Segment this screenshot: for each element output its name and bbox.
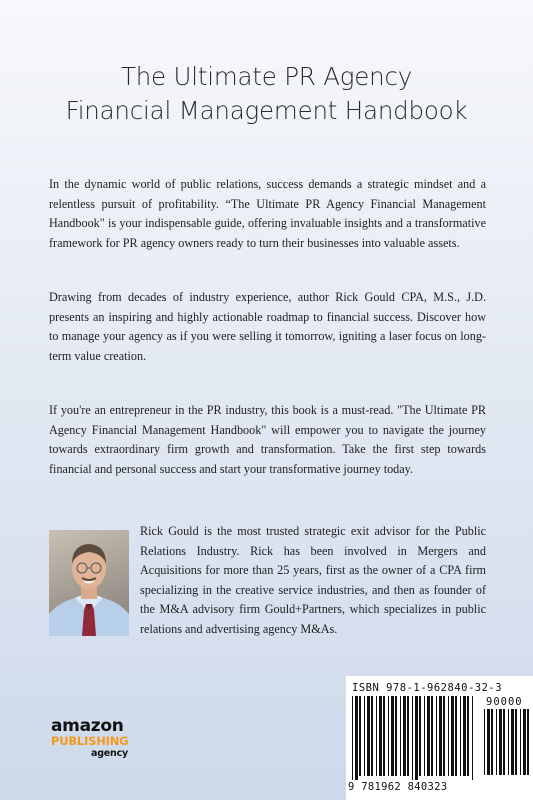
description-paragraph-1: In the dynamic world of public relations, success demands a strategic mindset and a relentless pursuit of profitability. “The Ultimate PR Agency Financial Management Handbook" is your indispensable guide, offering invaluable insights and a transformative framework for PR agency owners ready to turn their businesses into valuable assets. xyxy=(49,177,486,250)
publisher-logo-agency: agency xyxy=(91,748,129,759)
isbn-label: ISBN 978-1-962840-32-3 xyxy=(352,682,503,694)
publisher-logo xyxy=(51,718,161,759)
author-portrait-icon xyxy=(49,530,129,636)
book-title xyxy=(0,60,533,128)
book-title-line-2: Financial Management Handbook xyxy=(65,96,468,125)
description-paragraph-3: If you're an entrepreneur in the PR industry, this book is a must-read. "The Ultimate PR Agency Financial Management Handbook" will empower you to navigate the journey towards extraordinary firm growth and transformation. Take the first step towards financial and personal success and start your transformative journey today. xyxy=(49,403,486,476)
barcode-box xyxy=(346,676,533,800)
author-photo xyxy=(49,530,129,636)
author-bio: Rick Gould is the most trusted strategic exit advisor for the Public Relations Industry. Rick has been involved in Mergers and Acquisitions for more than 25 years, first as the owner of a CPA firm specializing in the creative service industries, and then as founder of the M&A advisory firm Gould+Partners, which specializes in public relations and advertising agency M&As. xyxy=(140,524,486,636)
publisher-logo-publishing: PUBLISHING xyxy=(51,734,129,748)
publisher-logo-amazon: amazon xyxy=(51,716,124,736)
book-title-line-1: The Ultimate PR Agency xyxy=(120,62,413,91)
ean-number: 9 781962 840323 xyxy=(348,781,448,793)
barcode-addon-label: 90000 xyxy=(486,696,523,708)
description-paragraph-2: Drawing from decades of industry experience, author Rick Gould CPA, M.S., J.D. presents an inspiring and highly actionable roadmap to financial success. Discover how to manage your agency as if you were selling it tomorrow, igniting a laser focus on long-term value creation. xyxy=(49,290,486,363)
barcode-icon xyxy=(352,696,476,780)
barcode-addon-icon xyxy=(484,709,530,779)
